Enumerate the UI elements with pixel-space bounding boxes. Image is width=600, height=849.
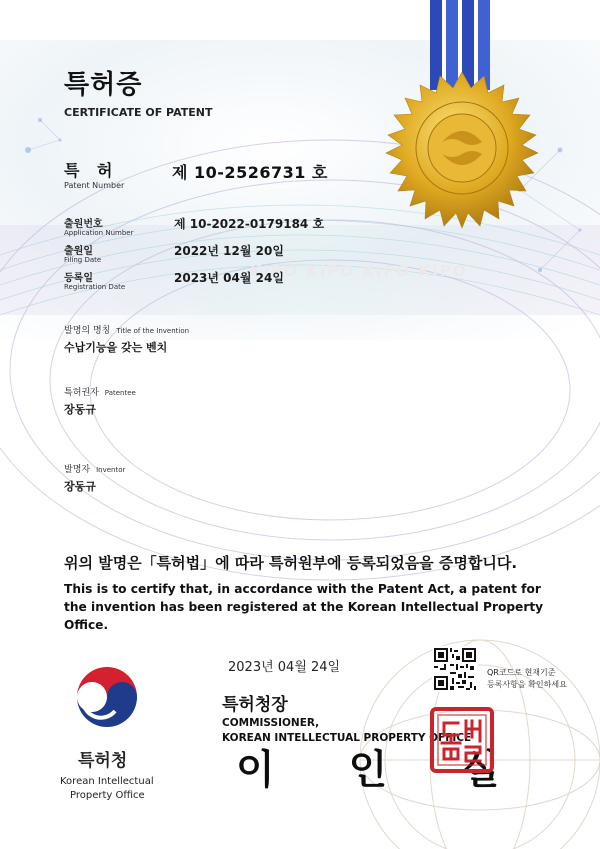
filing-date-label: 출원일: [64, 246, 93, 257]
kipo-name-en-line1: Korean Intellectual: [60, 776, 154, 787]
certification-statement-ko: 위의 발명은「특허법」에 따라 특허원부에 등록되었음을 증명합니다.: [64, 554, 518, 572]
registration-date-label: 등록일: [64, 273, 93, 284]
commissioner-title-en-line1: COMMISSIONER,: [222, 717, 320, 729]
commissioner-title-en-line2: KOREAN INTELLECTUAL PROPERTY OFFICE: [222, 732, 472, 744]
invention-title-label-en: Title of the Invention: [116, 327, 190, 335]
commissioner-title-ko: 특허청장: [222, 695, 288, 715]
official-stamp-icon: [430, 707, 494, 773]
certificate-title-en: CERTIFICATE OF PATENT: [64, 106, 213, 119]
inventor-label: [64, 462, 125, 475]
application-number-value: 제 10-2022-0179184 호: [174, 217, 325, 231]
inventor-label-en: Inventor: [96, 466, 126, 474]
commissioner-signature: 이 인 실: [236, 746, 530, 793]
kipo-name-ko: 특허청: [78, 751, 128, 771]
patent-number-label: 특 허: [64, 161, 119, 180]
certification-statement-en: This is to certify that, in accordance with the Patent Act, a patent for the invention has been registered at the Korean Intellectual Property Office.: [64, 582, 544, 632]
invention-title-value: 수납기능을 갖는 벤치: [64, 341, 168, 354]
inventor-value: 장동규: [64, 480, 96, 493]
qr-code-icon[interactable]: [432, 646, 478, 692]
patent-number-label-en: Patent Number: [64, 181, 125, 190]
qr-note-line1: QR코드로 현재기준: [487, 668, 556, 677]
invention-title-label: [64, 323, 189, 336]
qr-note: [487, 667, 567, 691]
qr-note-line2: 등록사항을 확인하세요: [487, 680, 567, 689]
certificate-title: 특허증: [64, 70, 143, 100]
registration-date-label-en: Registration Date: [64, 283, 126, 291]
filing-date-label-en: Filing Date: [64, 256, 102, 264]
inventor-label-ko: 발명자: [64, 465, 91, 475]
patentee-label-en: Patentee: [104, 389, 136, 397]
application-number-label-en: Application Number: [64, 229, 134, 237]
registration-date-value: 2023년 04월 24일: [174, 271, 284, 285]
application-number-label: 출원번호: [64, 219, 103, 230]
kipo-name-en-line2: Property Office: [70, 790, 145, 801]
taegeuk-logo-icon: [72, 662, 142, 732]
patentee-label: [64, 385, 136, 398]
kipo-watermark: KIPO KIPO KIPO KIPO: [250, 262, 468, 280]
issue-date: 2023년 04월 24일: [228, 660, 341, 675]
patentee-label-ko: 특허권자: [64, 388, 99, 398]
filing-date-value: 2022년 12월 20일: [174, 244, 284, 258]
patentee-value: 장동규: [64, 403, 96, 416]
patent-number-value: 제 10-2526731 호: [172, 163, 328, 182]
invention-title-label-ko: 발명의 명칭: [64, 326, 111, 336]
